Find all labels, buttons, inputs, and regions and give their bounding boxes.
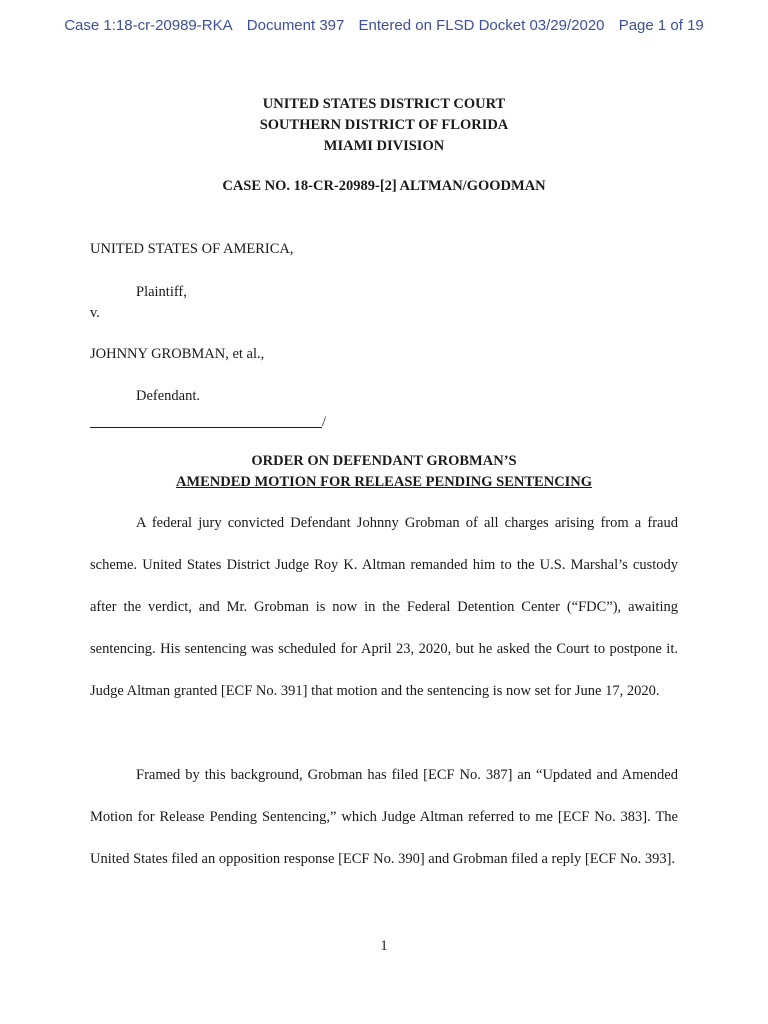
body-paragraph-1: A federal jury convicted Defendant Johnny Grobman of all charges arising from a fraud scheme. United States District Judge Roy K. Altman remanded him to the U.S. Marshal’s custody after the verdict, and Mr. Grobman is now in the Federal Detention Center (“FDC”), awaiting sentencing. His sentencing was scheduled for April 23, 2020, but he asked the Court to postpone it. Judge Altman granted [ECF No. 391] that motion and the sentencing is now set for June 17, 2020.	[90, 515, 678, 699]
caption-underline	[90, 427, 322, 428]
docket-entered-date: Entered on FLSD Docket 03/29/2020	[358, 17, 605, 34]
caption-rule	[90, 414, 326, 431]
docket-document-number: Document 397	[246, 17, 345, 34]
court-division: MIAMI DIVISION	[323, 138, 445, 154]
docket-case-number: Case 1:18-cr-20989-RKA	[64, 17, 233, 34]
order-title	[0, 451, 768, 493]
order-title-line1: ORDER ON DEFENDANT GROBMAN’S	[251, 453, 517, 469]
plaintiff-label: Plaintiff,	[136, 284, 187, 300]
docket-header	[0, 17, 768, 34]
defendant-label: Defendant.	[136, 388, 201, 404]
case-number: CASE NO. 18-CR-20989-[2] ALTMAN/GOODMAN	[222, 178, 546, 194]
order-title-line2: AMENDED MOTION FOR RELEASE PENDING SENTENCING	[175, 474, 593, 490]
defendant-name: JOHNNY GROBMAN, et al.,	[90, 346, 265, 362]
body-paragraph-2: Framed by this background, Grobman has filed [ECF No. 387] an “Updated and Amended Motion for Release Pending Sentencing,” which Judge Altman referred to me [ECF No. 383]. The United States filed an opposition response [ECF No. 390] and Grobman filed a reply [ECF No. 393].	[90, 767, 678, 867]
court-district: SOUTHERN DISTRICT OF FLORIDA	[259, 117, 509, 133]
docket-page-count: Page 1 of 19	[618, 17, 704, 34]
court-heading	[0, 94, 768, 157]
page-number: 1	[380, 938, 388, 954]
court-name: UNITED STATES DISTRICT COURT	[262, 96, 506, 112]
versus: v.	[90, 305, 100, 321]
caption-slash: /	[322, 414, 327, 430]
plaintiff-name: UNITED STATES OF AMERICA,	[90, 241, 294, 257]
